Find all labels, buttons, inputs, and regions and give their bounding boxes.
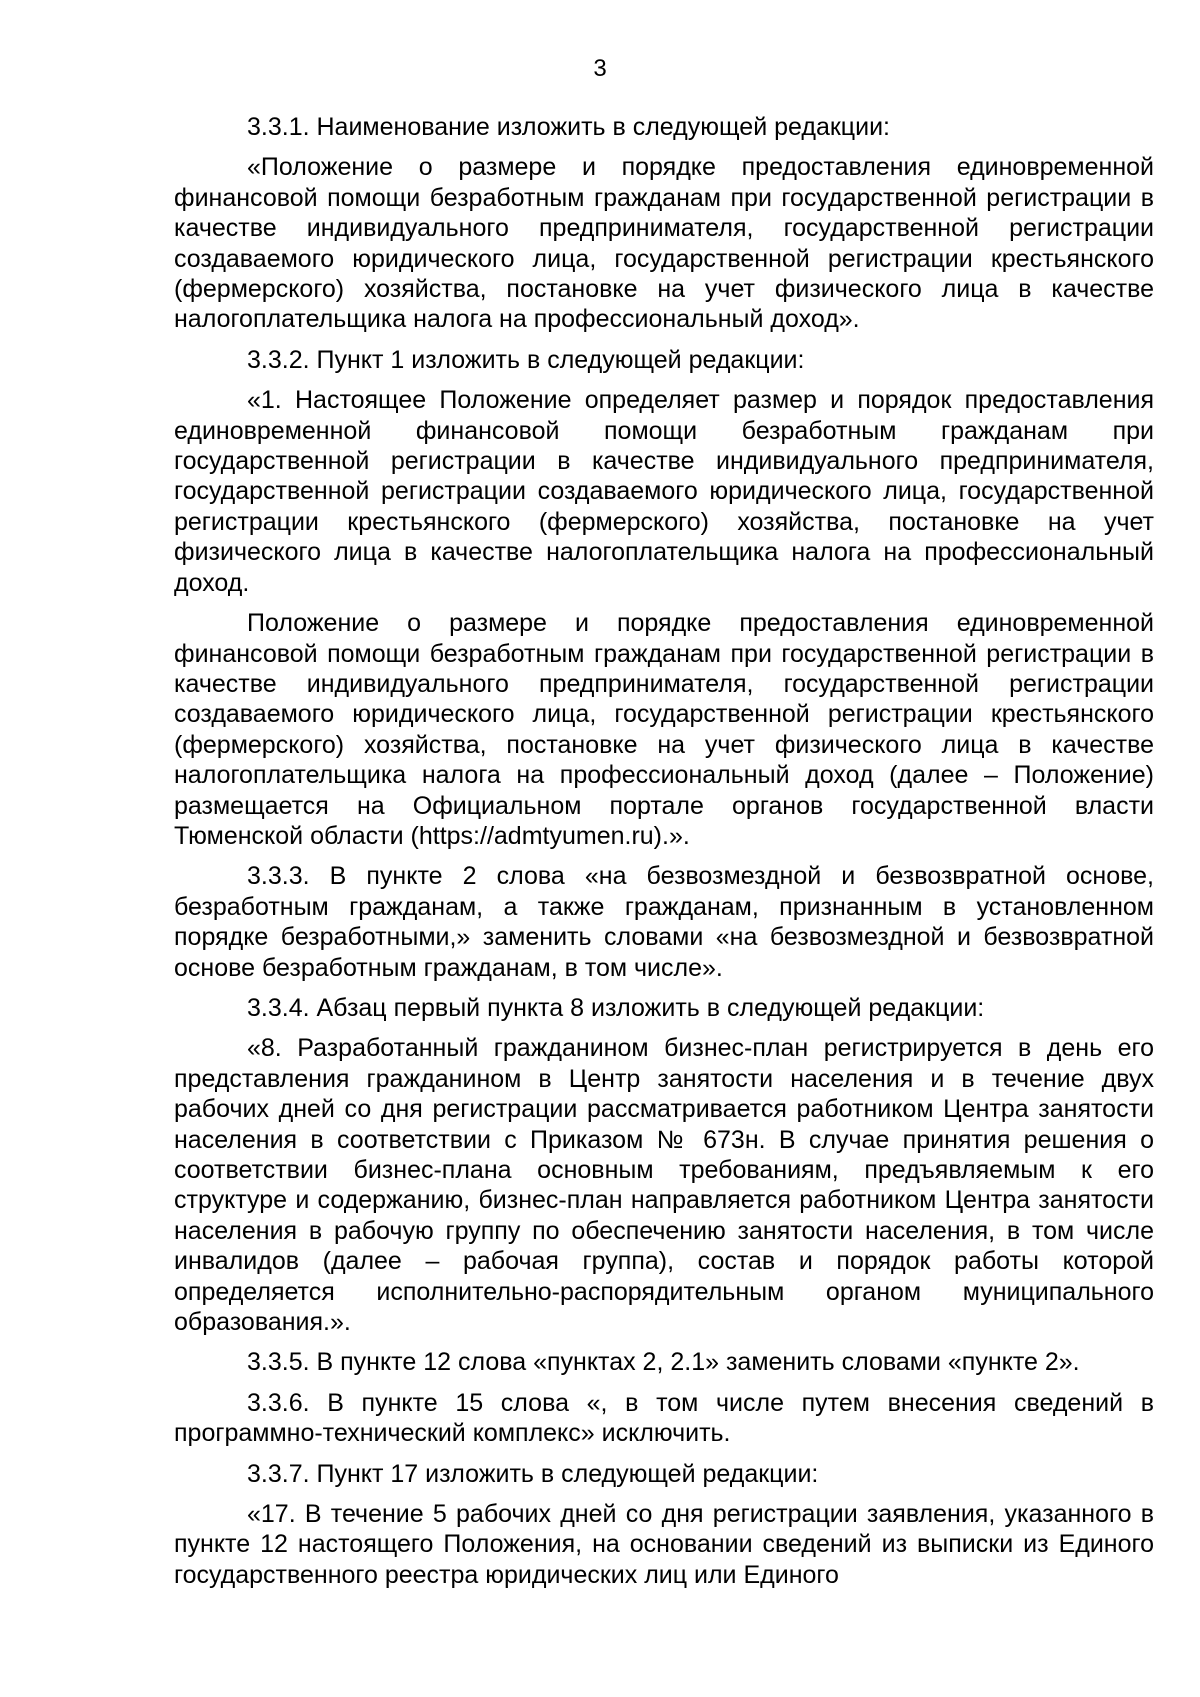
paragraph-point-1-quote: «1. Настоящее Положение определяет размер и порядок предоставления единовременной финансовой помощи безработным гражданам при государственной регистрации в качестве индивидуального предпринимателя, государственной регистрации создаваемого юридического лица, государственной регистрации крестьянского (фермерского) хозяйства, постановке на учет физического лица в качестве налогоплательщика налога на профессиональный доход. (174, 386, 1154, 597)
paragraph-3-3-1: 3.3.1. Наименование изложить в следующей редакции: (247, 113, 890, 141)
document-body (174, 112, 1154, 1600)
paragraph-3-3-4: 3.3.4. Абзац первый пункта 8 изложить в следующей редакции: (247, 993, 985, 1022)
paragraph-3-3-7: 3.3.7. Пункт 17 изложить в следующей редакции: (247, 1459, 819, 1488)
paragraph-3-3-6: 3.3.6. В пункте 15 слова «, в том числе путем внесения сведений в программно-технический комплекс» исключить. (174, 1388, 1154, 1448)
paragraph-point-1-publication: Положение о размере и порядке предоставления единовременной финансовой помощи безработным гражданам при государственной регистрации в качестве индивидуального предпринимателя, государственной регистрации создаваемого юридического лица, государственной регистрации крестьянского (фермерского) хозяйства, постановке на учет физического лица в качестве налогоплательщика налога на профессиональный доход (далее – Положение) размещается на Официальном портале органов государственной власти Тюменской области (https://admtyumen.ru).». (174, 609, 1154, 850)
paragraph-3-3-3: 3.3.3. В пункте 2 слова «на безвозмездной и безвозвратной основе, безработным гражданам, а также гражданам, признанным в установленном порядке безработными,» заменить словами «на безвозмездной и безвозвратной основе безработным гражданам, в том числе». (174, 862, 1154, 982)
paragraph-3-3-5: 3.3.5. В пункте 12 слова «пунктах 2, 2.1» заменить словами «пункте 2». (247, 1348, 1080, 1377)
paragraph-point-17-quote: «17. В течение 5 рабочих дней со дня регистрации заявления, указанного в пункте 12 настоящего Положения, на основании сведений из выписки из Единого государственного реестра юридических лиц или Единого (174, 1500, 1154, 1589)
paragraph-point-8-quote: «8. Разработанный гражданином бизнес-план регистрируется в день его представления гражданином в Центр занятости населения и в течение двух рабочих дней со дня регистрации рассматривается работником Центра занятости населения в соответствии с Приказом № 673н. В случае принятия решения о соответствии бизнес-плана основным требованиям, предъявляемым к его структуре и содержанию, бизнес-план направляется работником Центра занятости населения в рабочую группу по обеспечению занятости населения, в том числе инвалидов (далее – рабочая группа), состав и порядок работы которой определяется исполнительно-распорядительным органом муниципального образования.». (174, 1034, 1154, 1337)
paragraph-3-3-2: 3.3.2. Пункт 1 изложить в следующей редакции: (247, 345, 805, 374)
paragraph-title-quote: «Положение о размере и порядке предоставления единовременной финансовой помощи безработным гражданам при государственной регистрации в качестве индивидуального предпринимателя, государственной регистрации создаваемого юридического лица, государственной регистрации крестьянского (фермерского) хозяйства, постановке на учет физического лица в качестве налогоплательщика налога на профессиональный доход». (174, 153, 1154, 334)
page-number: 3 (593, 55, 607, 82)
